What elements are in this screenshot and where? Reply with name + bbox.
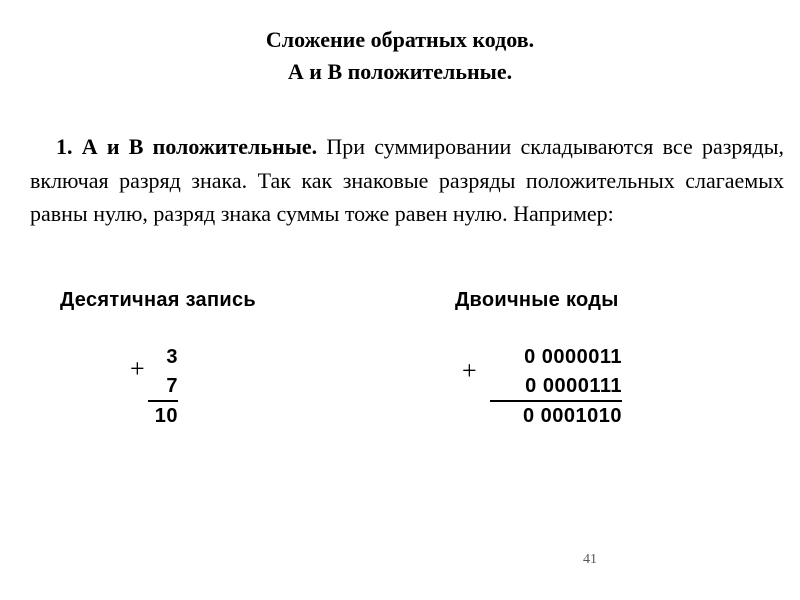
title-line-2: А и В положительные. (287, 59, 513, 84)
decimal-sum: 10 (154, 405, 178, 427)
binary-heading: Двоичные коды (455, 289, 619, 311)
decimal-heading: Десятичная запись (60, 289, 256, 311)
page-number: 41 (583, 552, 597, 567)
title-line-1: Сложение обратных кодов. (265, 27, 535, 52)
decimal-sum-rule (148, 400, 178, 402)
decimal-addend-2: 7 (166, 375, 178, 397)
binary-plus-sign: + (462, 356, 477, 385)
explanation-paragraph (30, 130, 784, 231)
decimal-addend-1: 3 (166, 346, 178, 368)
paragraph-body: При суммировании складываются все разряды, включая разряд знака. Так как знаковые разряды положительных слагаемых равны нулю, разряд знака суммы тоже равен нулю. Например: (30, 134, 784, 226)
binary-sum-rule (490, 400, 622, 402)
slide-title (0, 24, 800, 88)
binary-addend-2: 0 0000111 (525, 375, 622, 397)
binary-sum: 0 0001010 (522, 405, 622, 427)
binary-addend-1: 0 0000011 (524, 346, 622, 368)
paragraph-lead: 1. А и В положительные. (56, 134, 318, 159)
decimal-plus-sign: + (130, 354, 145, 383)
